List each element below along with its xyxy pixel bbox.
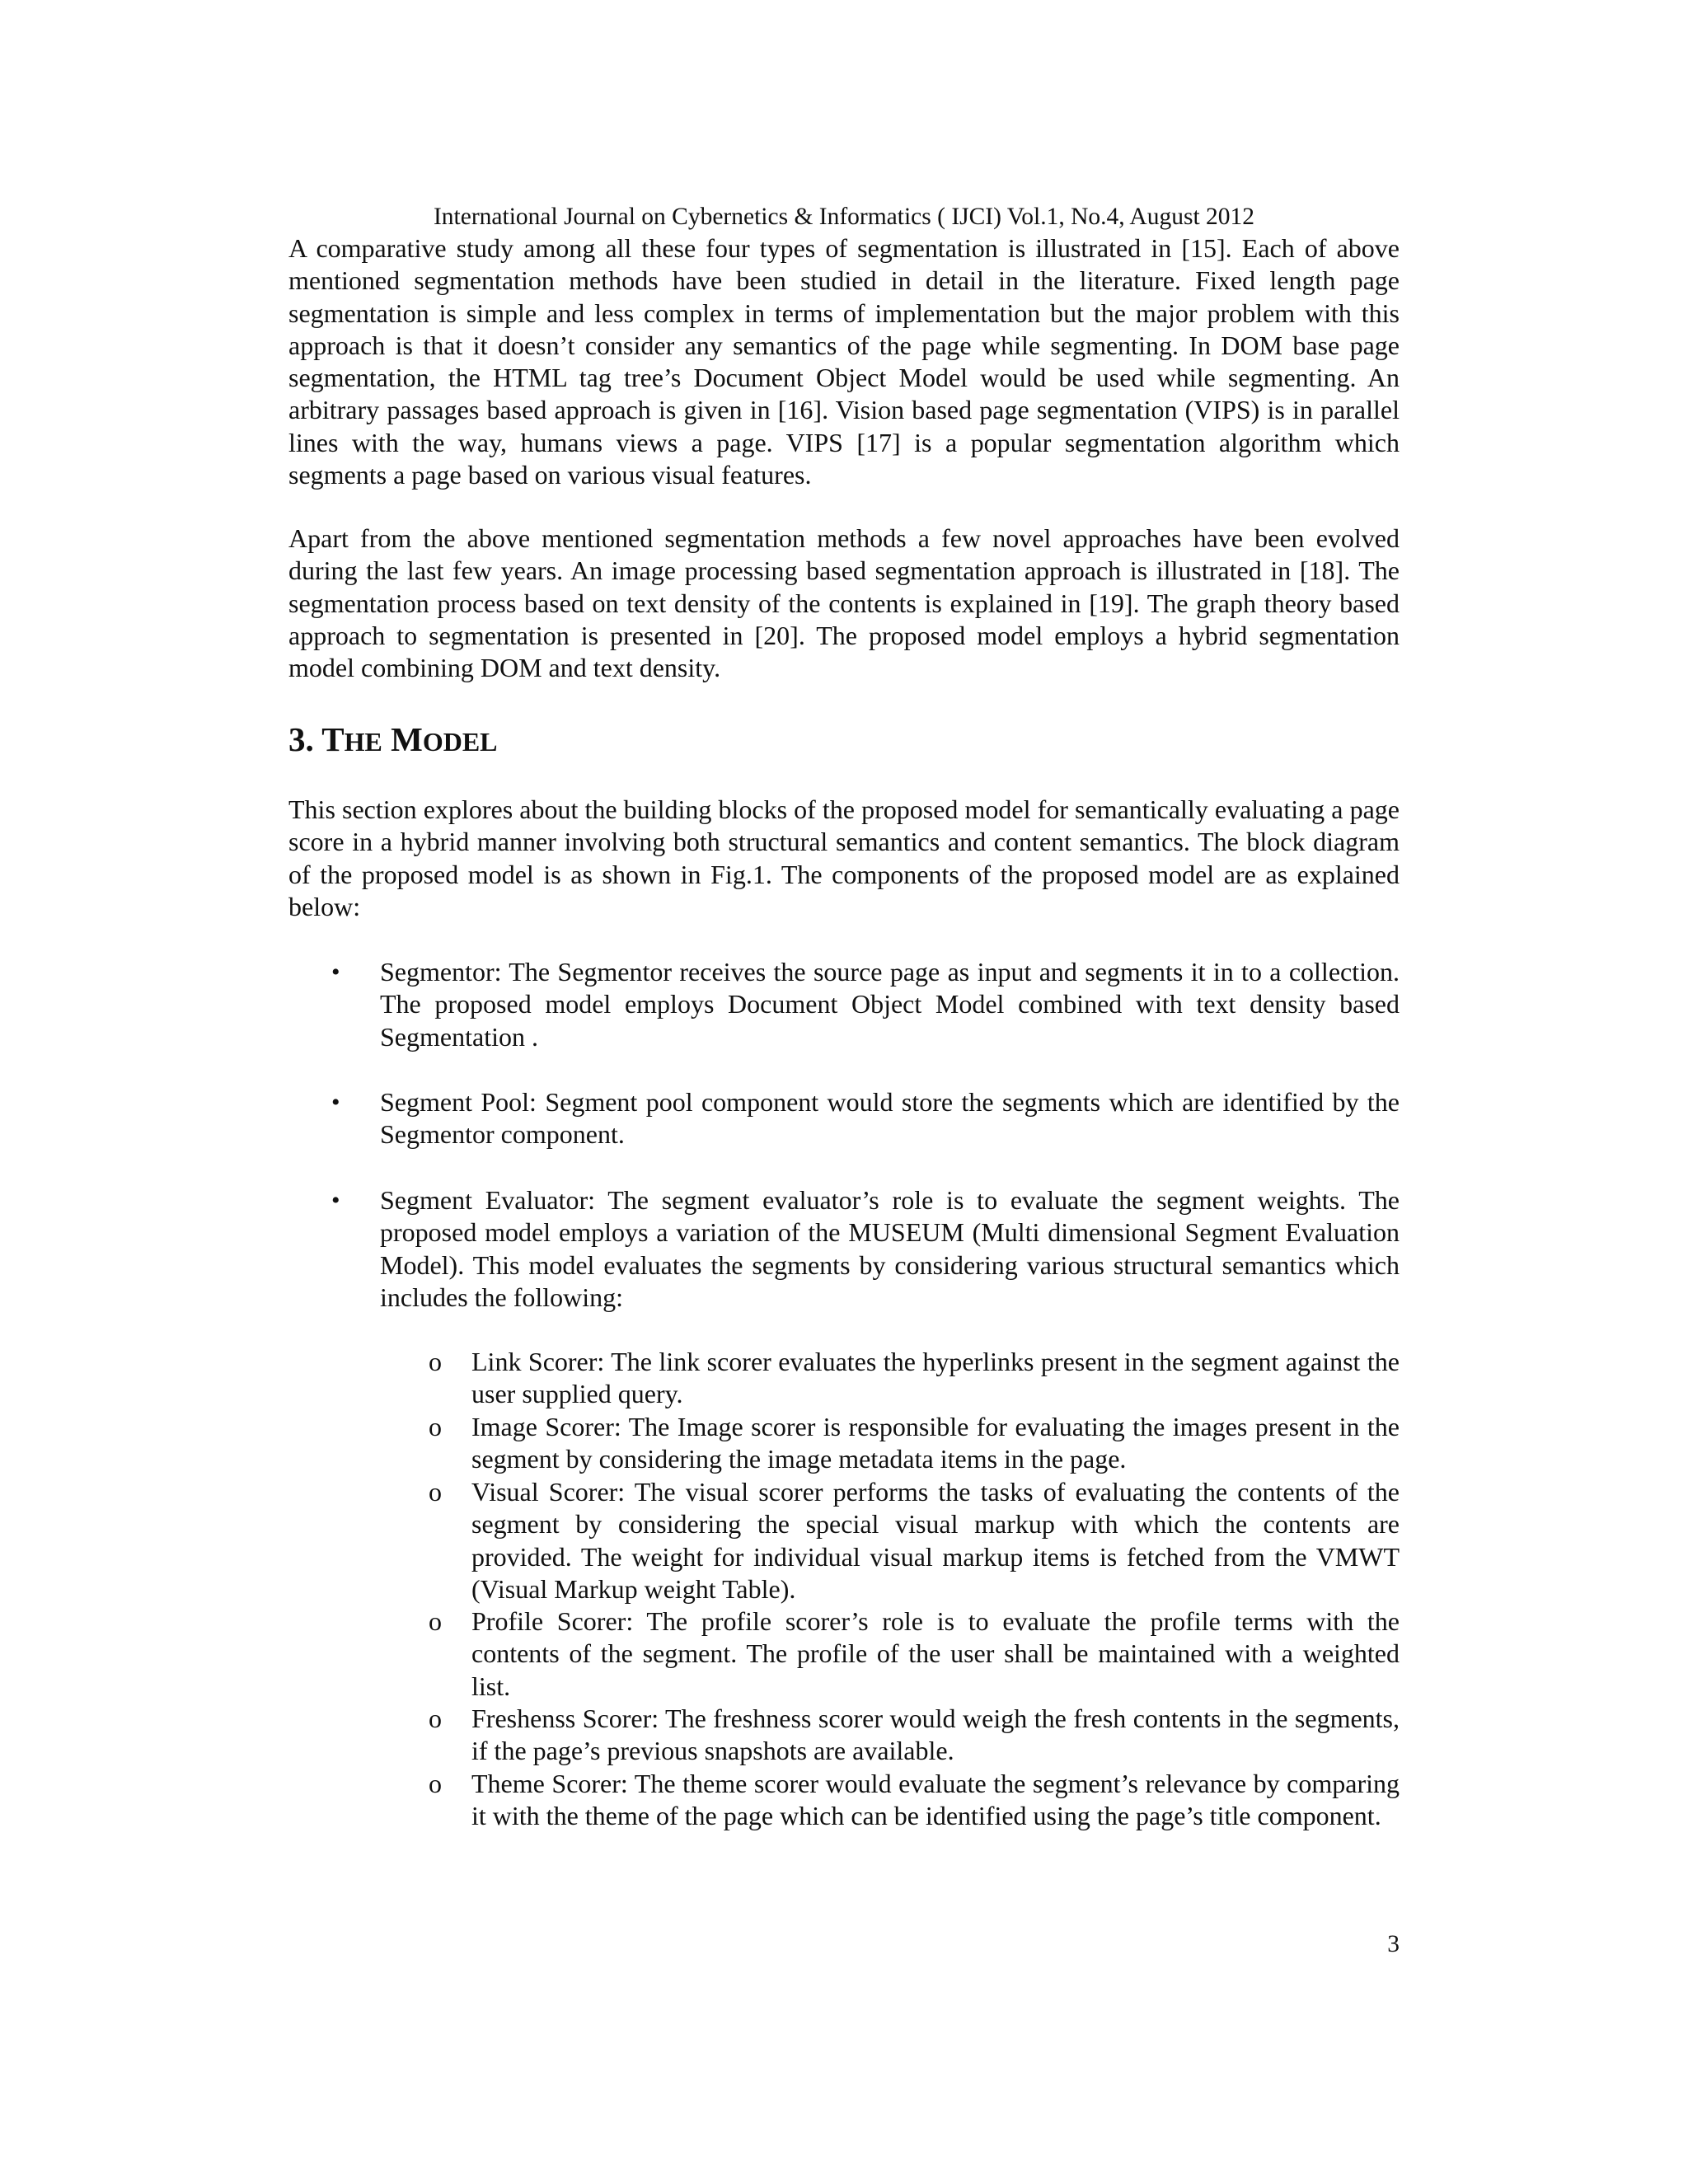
circle-bullet-icon: o bbox=[429, 1347, 442, 1376]
paragraph-novel-approaches: Apart from the above mentioned segmentation methods a few novel approaches have been evolved during the last few years. An image processing based segmentation approach is illustrated in [18]. The segmentation process based on text density of the contents is explained in [19]. The graph theory based approach to segmentation is presented in [20]. The proposed model employs a hybrid segmentation model combining DOM and text density. bbox=[288, 523, 1400, 683]
section-title-word-1: THE bbox=[321, 720, 382, 758]
list-item-text: Segmentor: The Segmentor receives the source page as input and segments it in to a collection. The proposed model employs Document Object Model combined with text density based Segmentation . bbox=[380, 957, 1400, 1052]
bullet-icon: • bbox=[331, 1089, 340, 1116]
circle-bullet-icon: o bbox=[429, 1477, 442, 1507]
section-number: 3. bbox=[288, 720, 314, 758]
list-item-text: Profile Scorer: The profile scorer’s role is to evaluate the profile terms with the contents of the segment. The profile of the user shall be maintained with a weighted list. bbox=[471, 1606, 1400, 1701]
circle-bullet-icon: o bbox=[429, 1704, 442, 1733]
paragraph-model-intro: This section explores about the building blocks of the proposed model for semantically evaluating a page score in a hybrid manner involving both structural semantics and content semantics. The block diagram of the proposed model is as shown in Fig.1. The components of the proposed model are as explained below: bbox=[288, 794, 1400, 921]
circle-bullet-icon: o bbox=[429, 1606, 442, 1636]
list-item-text: Visual Scorer: The visual scorer performs the tasks of evaluating the contents of the segment by considering the special visual markup with which the contents are provided. The weight for individual visual markup items is fetched from the VMWT (Visual Markup weight Table). bbox=[471, 1477, 1400, 1604]
bullet-icon: • bbox=[331, 958, 340, 986]
list-item-text: Freshenss Scorer: The freshness scorer would weigh the fresh contents in the segments, if the page’s previous snapshots are available. bbox=[471, 1704, 1400, 1766]
page-number: 3 bbox=[1387, 1931, 1400, 1957]
list-item-text: Segment Pool: Segment pool component would store the segments which are identified by the Segmentor component. bbox=[380, 1087, 1400, 1150]
circle-bullet-icon: o bbox=[429, 1412, 442, 1441]
list-item-text: Link Scorer: The link scorer evaluates the hyperlinks present in the segment against the user supplied query. bbox=[471, 1347, 1400, 1409]
list-item-text: Theme Scorer: The theme scorer would evaluate the segment’s relevance by comparing it with the theme of the page which can be identified using the page’s title component. bbox=[471, 1769, 1400, 1831]
section-title-word-2: MODEL bbox=[391, 720, 498, 758]
paragraph-segmentation-study: A comparative study among all these four types of segmentation is illustrated in [15]. Each of above mentioned segmentation methods have been studied in detail in the literature. Fixed length page segmentation is simple and less complex in terms of implementation but the major problem with this approach is that it doesn’t consider any semantics of the page while segmenting. In DOM base page segmentation, the HTML tag tree’s Document Object Model would be used while segmenting. An arbitrary passages based approach is given in [16]. Vision based page segmentation (VIPS) is in parallel lines with the way, humans views a page. VIPS [17] is a popular segmentation algorithm which segments a page based on various visual features. bbox=[288, 233, 1400, 490]
circle-bullet-icon: o bbox=[429, 1769, 442, 1798]
list-item-text: Image Scorer: The Image scorer is responsible for evaluating the images present in the segment by considering the image metadata items in the page. bbox=[471, 1412, 1400, 1474]
bullet-icon: • bbox=[331, 1187, 340, 1214]
journal-header: International Journal on Cybernetics & Informatics ( IJCI) Vol.1, No.4, August 2012 bbox=[433, 204, 1255, 230]
section-heading bbox=[288, 719, 498, 762]
list-item-text: Segment Evaluator: The segment evaluator’s role is to evaluate the segment weights. The proposed model employs a variation of the MUSEUM (Multi dimensional Segment Evaluation Model). This model evaluates the segments by considering various structural semantics which includes the following: bbox=[380, 1185, 1400, 1312]
